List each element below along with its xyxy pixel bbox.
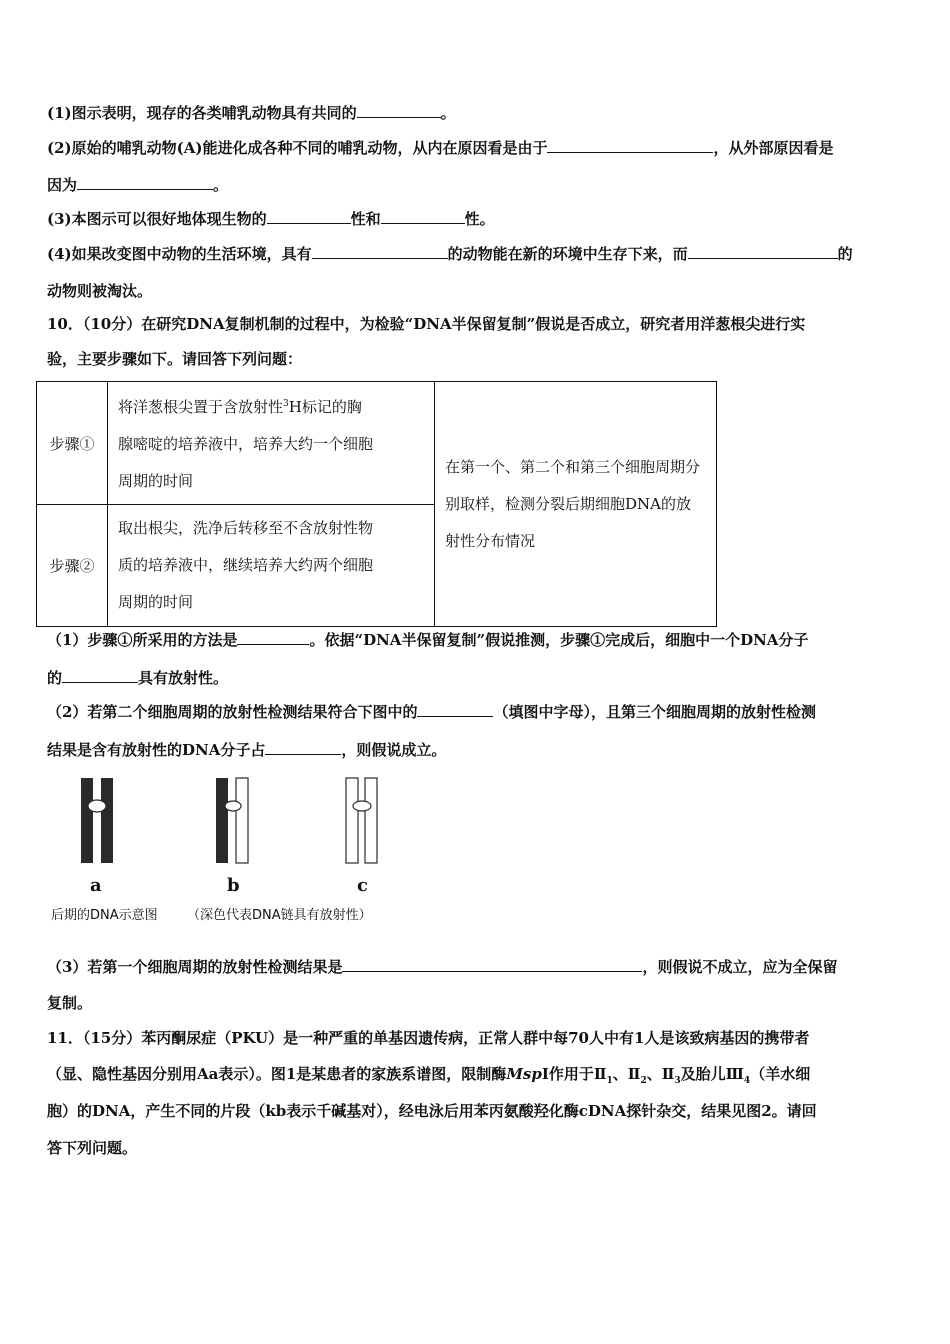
answer-blank[interactable]	[267, 209, 351, 224]
q11-line3: 胞）的DNA，产生不同的片段（kb表示千碱基对），经电泳后用苯丙氨酸羟化酶cDNA探针杂交，结果见图2。请回	[47, 1102, 817, 1120]
q11-line1: 11．（15分）苯丙酮尿症（PKU）是一种严重的单基因遗传病，正常人群中每70人中有1人是该致病基因的携带者	[47, 1029, 810, 1047]
label-c: c	[357, 875, 368, 896]
q10-sub3-cont: 复制。	[47, 994, 93, 1012]
q10-intro: 10．（10分）在研究DNA复制机制的过程中，为检验“DNA半保留复制”假说是否成立，研究者用洋葱根尖进行实	[47, 315, 806, 333]
figure-caption-left: 后期的DNA示意图	[51, 908, 158, 923]
step1-label: 步骤①	[37, 382, 108, 505]
dna-figure	[47, 772, 407, 932]
label-b: b	[227, 875, 240, 896]
answer-blank[interactable]	[357, 103, 441, 118]
q9-part2-cont: 因为 。	[47, 176, 229, 194]
answer-blank[interactable]	[417, 702, 493, 717]
q10-sub3: （3）若第一个细胞周期的放射性检测结果是 ，则假说不成立，应为全保留	[47, 958, 838, 976]
chromosome-b	[216, 778, 248, 863]
answer-blank[interactable]	[688, 244, 838, 259]
answer-blank[interactable]	[265, 740, 341, 755]
q10-intro-cont: 验，主要步骤如下。请回答下列问题：	[47, 350, 303, 368]
q10-sub2-cont: 结果是含有放射性的DNA分子占 ，则假说成立。	[47, 741, 447, 759]
step2-label: 步骤②	[37, 505, 108, 627]
result-description: 在第一个、第二个和第三个细胞周期分 别取样，检测分裂后期细胞DNA的放 射性分布情况	[435, 382, 717, 627]
answer-blank[interactable]	[342, 957, 642, 972]
q9-part4: (4)如果改变图中动物的生活环境，具有 的动物能在新的环境中生存下来，而 的	[47, 245, 853, 263]
chromosome-a	[81, 778, 113, 863]
answer-blank[interactable]	[312, 244, 448, 259]
chromosome-c	[346, 778, 377, 863]
q11-line2: （显、隐性基因分别用Aa表示）。图1是某患者的家族系谱图，限制酶MspI作用于$Ⅱ_1$、$Ⅱ_2$、$Ⅱ_3$及胎儿$Ⅲ_4$（羊水细	[47, 1065, 811, 1086]
step1-description: 将洋葱根尖置于含放射性$^3$H标记的胸 腺嘧啶的培养液中，培养大约一个细胞 周期的时间	[108, 382, 435, 505]
q10-sub2: （2）若第二个细胞周期的放射性检测结果符合下图中的 （填图中字母），且第三个细胞周期的放射性检测	[47, 703, 816, 721]
answer-blank[interactable]	[381, 209, 465, 224]
q9-part4-cont: 动物则被淘汰。	[47, 282, 153, 300]
answer-blank[interactable]	[237, 630, 309, 645]
figure-caption-right: （深色代表DNA链具有放射性）	[187, 908, 372, 923]
dna-diagram	[47, 772, 407, 882]
answer-blank[interactable]	[62, 668, 138, 683]
q9-part3: (3)本图示可以很好地体现生物的 性和 性。	[47, 210, 495, 228]
label-a: a	[90, 875, 102, 896]
answer-blank[interactable]	[77, 175, 213, 190]
steps-table	[36, 381, 717, 627]
answer-blank[interactable]	[547, 138, 713, 153]
q10-sub1: （1）步骤①所采用的方法是 。依据“DNA半保留复制”假说推测，步骤①完成后，细胞中一个DNA分子	[47, 631, 809, 649]
step2-description: 取出根尖，洗净后转移至不含放射性物 质的培养液中，继续培养大约两个细胞 周期的时间	[108, 505, 435, 627]
q9-part1: (1)图示表明，现存的各类哺乳动物具有共同的 。	[47, 104, 456, 122]
q9-part2: (2)原始的哺乳动物(A)能进化成各种不同的哺乳动物，从内在原因看是由于 ，从外部原因看是	[47, 139, 834, 157]
q11-line4: 答下列问题。	[47, 1139, 138, 1157]
q10-sub1-cont: 的 具有放射性。	[47, 669, 229, 687]
